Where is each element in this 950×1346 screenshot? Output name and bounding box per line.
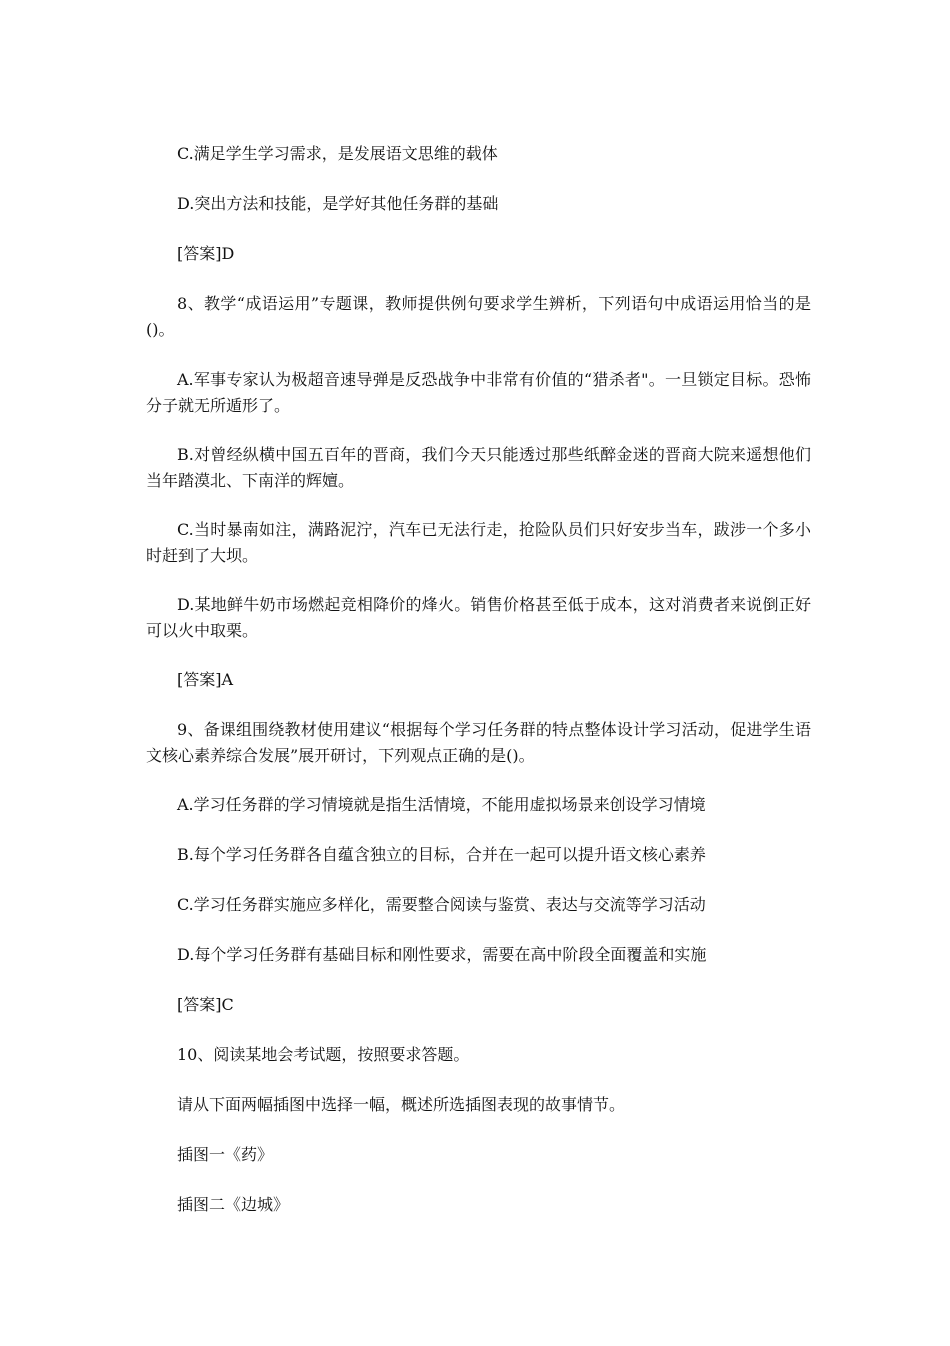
answer-q9: [答案]C	[177, 995, 234, 1014]
option-c-q7: C.满足学生学习需求，是发展语文思维的载体	[177, 144, 498, 163]
option-a-q9: A.学习任务群的学习情境就是指生活情境，不能用虚拟场景来创设学习情境	[177, 795, 706, 814]
question-10-instruction: 请从下面两幅插图中选择一幅，概述所选插图表现的故事情节。	[177, 1095, 626, 1114]
option-c-q8: C.当时暴南如注，满路泥泞，汽车已无法行走，抢险队员们只好安步当车，跋涉一个多小时赶到了大坝。	[146, 520, 811, 565]
answer-q7: [答案]D	[177, 244, 235, 263]
illustration-2-title: 插图二《边城》	[177, 1195, 290, 1214]
option-c-q9: C.学习任务群实施应多样化，需要整合阅读与鉴赏、表达与交流等学习活动	[177, 895, 706, 914]
question-10: 10、阅读某地会考试题，按照要求答题。	[177, 1045, 470, 1064]
answer-q8: [答案]A	[177, 670, 234, 689]
option-b-q9: B.每个学习任务群各自蕴含独立的目标，合并在一起可以提升语文核心素养	[177, 845, 706, 864]
illustration-1-title: 插图一《药》	[177, 1145, 274, 1164]
option-d-q7: D.突出方法和技能，是学好其他任务群的基础	[177, 194, 499, 213]
question-9: 9、备课组围绕教材使用建议“根据每个学习任务群的特点整体设计学习活动，促进学生语文核心素养综合发展”展开研讨，下列观点正确的是()。	[146, 720, 811, 765]
option-d-q8: D.某地鲜牛奶市场燃起竞相降价的烽火。销售价格甚至低于成本，这对消费者来说倒正好可以火中取栗。	[146, 595, 811, 640]
option-d-q9: D.每个学习任务群有基础目标和刚性要求，需要在高中阶段全面覆盖和实施	[177, 945, 707, 964]
question-8: 8、教学“成语运用”专题课，教师提供例句要求学生辨析，下列语句中成语运用恰当的是()。	[146, 294, 811, 339]
option-b-q8: B.对曾经纵横中国五百年的晋商，我们今天只能透过那些纸醉金迷的晋商大院来遥想他们当年踏漠北、下南洋的辉嬗。	[146, 445, 811, 490]
option-a-q8: A.军事专家认为极超音速导弹是反恐战争中非常有价值的“猎杀者"。一旦锁定目标。恐怖分子就无所遁形了。	[146, 370, 811, 415]
